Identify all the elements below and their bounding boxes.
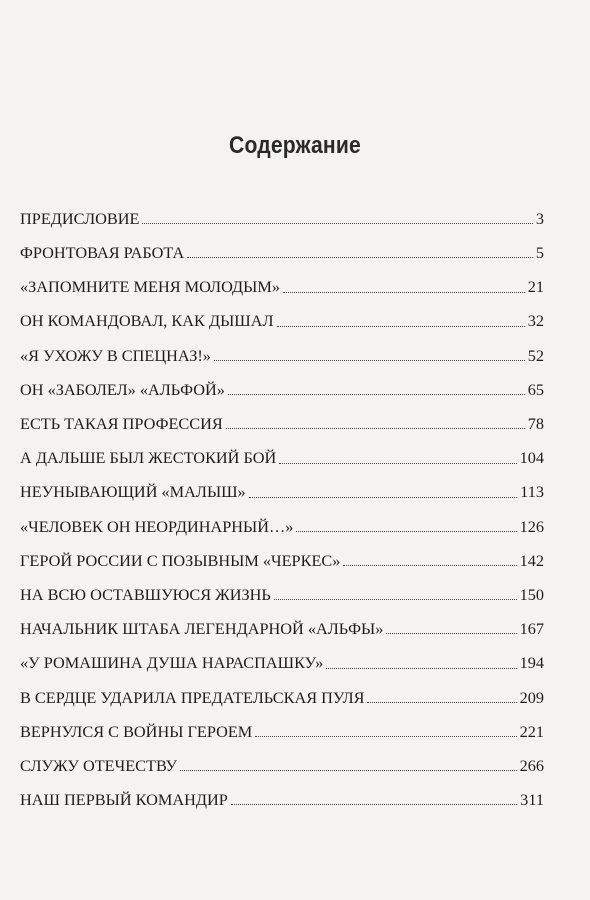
toc-entry-page: 167 [519,619,544,639]
dot-leader [367,702,516,703]
toc-entry [20,569,544,603]
toc-entry-title: ГЕРОЙ РОССИИ С ПОЗЫВНЫМ «ЧЕРКЕС» [20,550,341,570]
toc-entry-title: СЛУЖУ ОТЕЧЕСТВУ [20,755,178,775]
dot-leader [296,531,516,532]
dot-leader [283,292,525,293]
toc-entry-page: 266 [519,755,544,775]
toc-entry-page: 78 [527,414,544,434]
dot-leader [187,257,533,258]
dot-leader [142,223,532,224]
dot-leader [231,804,517,805]
toc-entry [20,603,544,637]
toc-entry [20,535,544,569]
toc-entry-title: НА ВСЮ ОСТАВШУЮСЯ ЖИЗНЬ [20,584,271,604]
toc-entry-title: А ДАЛЬШЕ БЫЛ ЖЕСТОКИЙ БОЙ [20,448,277,468]
toc-entry-title: ВЕРНУЛСЯ С ВОЙНЫ ГЕРОЕМ [20,721,253,741]
toc-entry [20,398,544,432]
dot-leader [214,360,525,361]
toc-entry-page: 52 [527,345,544,365]
toc-entry-page: 221 [519,721,544,741]
dot-leader [249,497,517,498]
toc-entry-title: ОН «ЗАБОЛЕЛ» «АЛЬФОЙ» [20,379,225,399]
toc-entry-page: 65 [527,379,544,399]
page-title: Содержание [229,132,361,159]
toc-entry [20,296,544,330]
toc-entry-page: 113 [520,482,544,502]
toc-entry [20,432,544,466]
dot-leader [326,668,516,669]
toc-entry-page: 150 [519,584,544,604]
toc-entry [20,261,544,295]
toc-entry [20,740,544,774]
table-of-contents [20,193,544,808]
toc-entry [20,774,544,808]
toc-entry-page: 194 [519,653,544,673]
toc-entry-title: ОН КОМАНДОВАЛ, КАК ДЫШАЛ [20,311,274,331]
toc-entry [20,672,544,706]
toc-entry [20,330,544,364]
toc-entry-page: 142 [519,550,544,570]
dot-leader [255,736,516,737]
toc-entry-title: «У РОМАШИНА ДУША НАРАСПАШКУ» [20,653,324,673]
toc-entry [20,637,544,671]
toc-entry [20,364,544,398]
toc-entry-page: 311 [520,790,544,810]
toc-entry-title: НАЧАЛЬНИК ШТАБА ЛЕГЕНДАРНОЙ «АЛЬФЫ» [20,619,384,639]
toc-entry-title: «Я УХОЖУ В СПЕЦНАЗ!» [20,345,211,365]
dot-leader [279,463,516,464]
toc-entry [20,193,544,227]
toc-entry-title: «ЗАПОМНИТЕ МЕНЯ МОЛОДЫМ» [20,277,280,297]
dot-leader [226,428,525,429]
dot-leader [386,633,516,634]
toc-entry-page: 21 [527,277,544,297]
toc-entry-page: 32 [527,311,544,331]
dot-leader [180,770,517,771]
toc-entry-page: 5 [535,243,544,263]
toc-entry-page: 126 [519,516,544,536]
toc-entry [20,227,544,261]
dot-leader [228,394,525,395]
toc-entry [20,467,544,501]
toc-entry [20,706,544,740]
toc-entry-page: 209 [519,687,544,707]
dot-leader [343,565,516,566]
toc-entry-title: НЕУНЫВАЮЩИЙ «МАЛЫШ» [20,482,246,502]
toc-entry-title: ПРЕДИСЛОВИЕ [20,208,140,228]
toc-entry-title: ЕСТЬ ТАКАЯ ПРОФЕССИЯ [20,414,223,434]
toc-entry-page: 104 [519,448,544,468]
dot-leader [277,326,525,327]
dot-leader [274,599,517,600]
toc-entry-title: ФРОНТОВАЯ РАБОТА [20,243,185,263]
toc-entry-title: НАШ ПЕРВЫЙ КОМАНДИР [20,790,228,810]
toc-entry [20,501,544,535]
toc-entry-title: В СЕРДЦЕ УДАРИЛА ПРЕДАТЕЛЬСКАЯ ПУЛЯ [20,687,365,707]
toc-entry-page: 3 [535,208,544,228]
toc-entry-title: «ЧЕЛОВЕК ОН НЕОРДИНАРНЫЙ…» [20,516,294,536]
